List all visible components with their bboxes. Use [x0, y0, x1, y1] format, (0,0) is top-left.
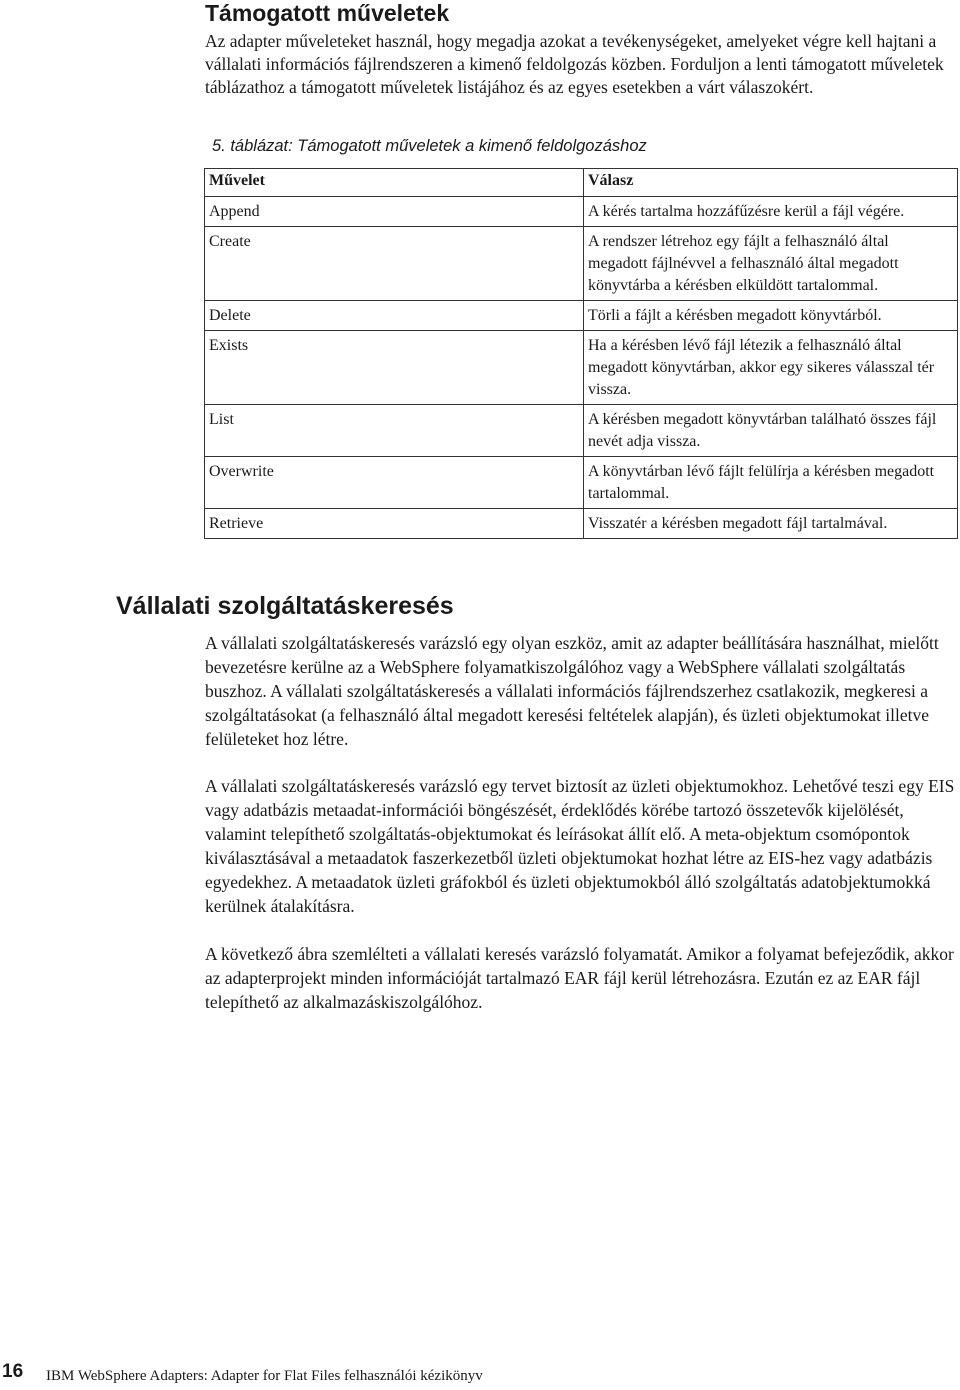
table-row [205, 457, 958, 509]
header-operation: Művelet [205, 169, 584, 197]
section-title: Támogatott műveletek [205, 0, 450, 26]
operation-cell: Exists [205, 331, 584, 405]
response-cell: A kérés tartalma hozzáfűzésre kerül a fájl végére. [584, 197, 958, 227]
operation-cell: Retrieve [205, 509, 584, 539]
section2-title: Vállalati szolgáltatáskeresés [116, 592, 454, 620]
body-paragraph-1: A vállalati szolgáltatáskeresés varázsló egy olyan eszköz, amit az adapter beállítására használhat, mielőtt bevezetésre kerülne az a WebSphere folyamatkiszolgálóhoz vagy a WebSphere vállalati szolgáltatás buszhoz. A vállalati szolgáltatáskeresés a vállalati információs fájlrendszerhez csatlakozik, megkeresi a szolgáltatásokat (a felhasználó által megadott keresési feltételek alapján), és üzleti objektumokat illetve felületeket hoz létre. [205, 633, 939, 749]
operation-cell: Create [205, 227, 584, 301]
table-row [205, 405, 958, 457]
table-row [205, 227, 958, 301]
response-cell: Visszatér a kérésben megadott fájl tartalmával. [584, 509, 958, 539]
intro-paragraph: Az adapter műveleteket használ, hogy megadja azokat a tevékenységeket, amelyeket végre kell hajtani a vállalati információs fájlrendszeren a kimenő feldolgozás közben. Forduljon a lenti támogatott műveletek táblázathoz a támogatott műveletek listájához és az egyes esetekben a várt válaszokért. [205, 31, 944, 97]
operation-cell: Delete [205, 301, 584, 331]
operation-cell: List [205, 405, 584, 457]
operation-cell: Overwrite [205, 457, 584, 509]
response-cell: A rendszer létrehoz egy fájlt a felhasználó által megadott fájlnévvel a felhasználó által megadott könyvtárba a kérésben elküldött tartalommal. [584, 227, 958, 301]
body-paragraph-3: A következő ábra szemlélteti a vállalati keresés varázsló folyamatát. Amikor a folyamat befejeződik, akkor az adapterprojekt minden információját tartalmazó EAR fájl kerül létrehozásra. Ezután ez az EAR fájl telepíthető az alkalmazáskiszolgálóhoz. [205, 944, 954, 1012]
body-paragraph-2: A vállalati szolgáltatáskeresés varázsló egy tervet biztosít az üzleti objektumokhoz. Lehetővé teszi egy EIS vagy adatbázis metaadat-információi böngészését, érdeklődés körébe tartozó összetevők kijelölését, valamint telepíthető szolgáltatás-objektumokat és leírásokat állít elő. A meta-objektum csomópontok kiválasztásával a metaadatok faszerkezetből üzleti objektumokat hozhat létre az EIS-hez vagy adatbázis egyedekhez. A metaadatok üzleti gráfokból és üzleti objektumokból álló szolgáltatás adatobjektumokká kerülnek átalakításra. [205, 776, 955, 916]
table-caption: 5. táblázat: Támogatott műveletek a kimenő feldolgozáshoz [212, 137, 647, 155]
header-response: Válasz [584, 169, 958, 197]
operations-table [204, 168, 958, 539]
table-row [205, 197, 958, 227]
response-cell: A könyvtárban lévő fájlt felülírja a kérésben megadott tartalommal. [584, 457, 958, 509]
table-row [205, 301, 958, 331]
response-cell: Törli a fájlt a kérésben megadott könyvtárból. [584, 301, 958, 331]
operation-cell: Append [205, 197, 584, 227]
response-cell: Ha a kérésben lévő fájl létezik a felhasználó által megadott könyvtárban, akkor egy sikeres válasszal tér vissza. [584, 331, 958, 405]
table-row [205, 331, 958, 405]
footer-text: IBM WebSphere Adapters: Adapter for Flat Files felhasználói kézikönyv [46, 1368, 483, 1384]
response-cell: A kérésben megadott könyvtárban található összes fájl nevét adja vissza. [584, 405, 958, 457]
page-number: 16 [2, 1361, 24, 1382]
table-header-row [205, 169, 958, 197]
table-row [205, 509, 958, 539]
